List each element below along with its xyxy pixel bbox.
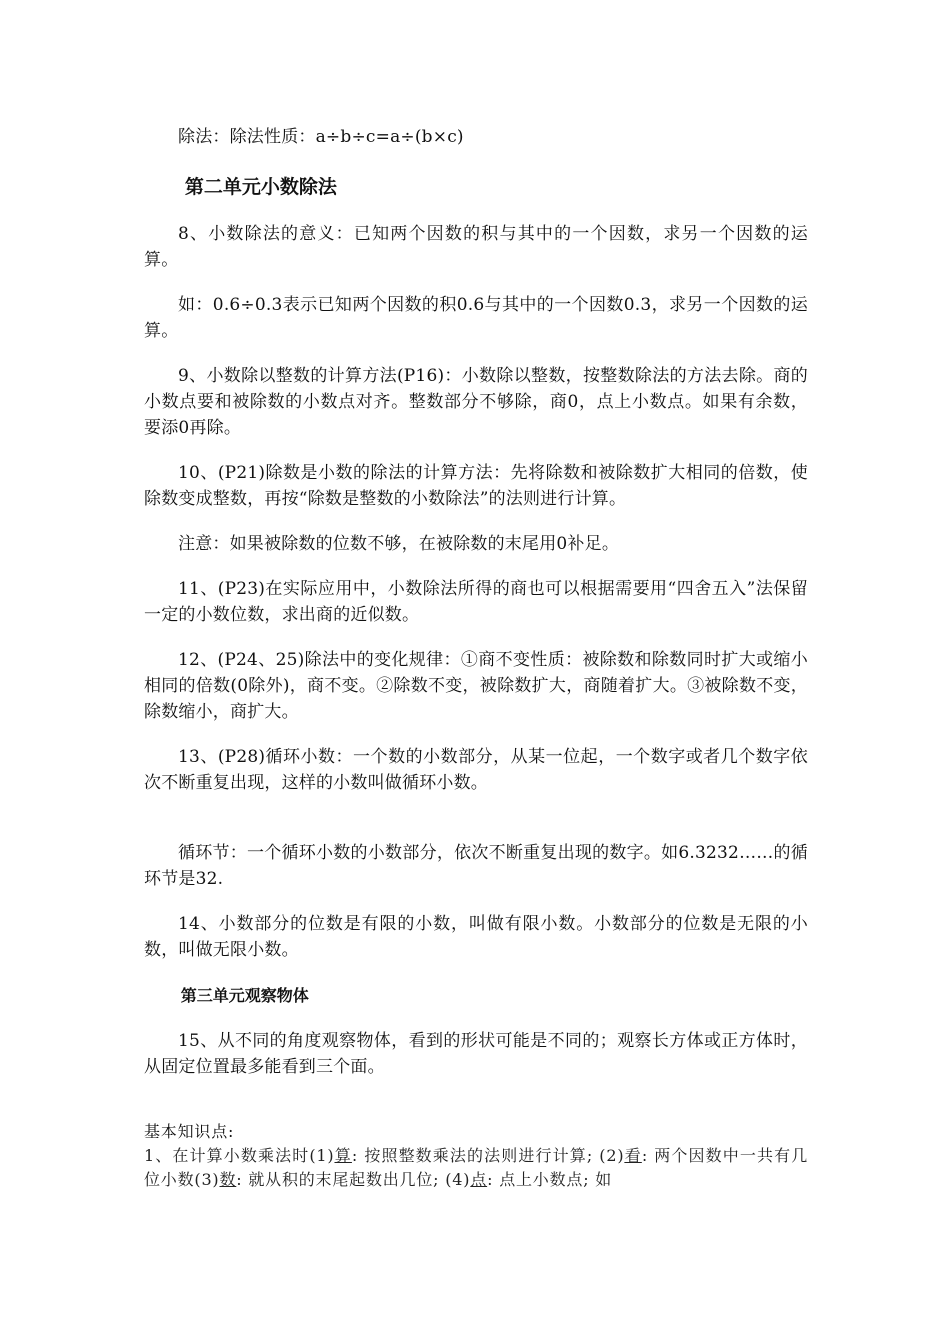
item-10-method: 10、(P21)除数是小数的除法的计算方法：先将除数和被除数扩大相同的倍数，使除数变成整数，再按“除数是整数的小数除法”的法则进行计算。 (144, 463, 808, 509)
document-body (144, 124, 808, 1192)
underlined-term: 看 (624, 1146, 642, 1165)
basic-text: : 按照整数乘法的法则进行计算; (2) (351, 1146, 625, 1165)
basic-knowledge-item-1 (144, 1144, 808, 1192)
underlined-term: 数 (219, 1170, 237, 1189)
unit3-heading: 第三单元观察物体 (180, 986, 309, 1005)
item-9-method: 9、小数除以整数的计算方法(P16)：小数除以整数，按整数除法的方法去除。商的小数点要和被除数的小数点对齐。整数部分不够除，商0，点上小数点。如果有余数，要添0再除。 (144, 366, 808, 438)
item-8-example: 如：0.6÷0.3表示已知两个因数的积0.6与其中的一个因数0.3，求另一个因数的运算。 (144, 295, 808, 341)
item-10-note: 注意：如果被除数的位数不够，在被除数的末尾用0补足。 (178, 534, 620, 554)
division-property: 除法：除法性质：a÷b÷c=a÷(b×c) (178, 127, 464, 147)
underlined-term: 算 (334, 1146, 352, 1165)
underlined-term: 点 (470, 1170, 488, 1189)
item-13-repeating: 13、(P28)循环小数：一个数的小数部分，从某一位起，一个数字或者几个数字依次不断重复出现，这样的小数叫做循环小数。 (144, 747, 808, 793)
item-8-meaning: 8、小数除法的意义：已知两个因数的积与其中的一个因数，求另一个因数的运算。 (144, 224, 808, 270)
item-13-cycle: 循环节：一个循环小数的小数部分，依次不断重复出现的数字。如6.3232……的循环节是32. (144, 843, 808, 889)
basic-text: : 两个因数中一共有几位小数(3) (144, 1146, 808, 1189)
basic-text: : 就从积的末尾起数出几位; (4) (236, 1170, 471, 1189)
item-11-rounding: 11、(P23)在实际应用中，小数除法所得的商也可以根据需要用“四舍五入”法保留一定的小数位数，求出商的近似数。 (144, 579, 808, 625)
item-14-finite: 14、小数部分的位数是有限的小数，叫做有限小数。小数部分的位数是无限的小数，叫做无限小数。 (144, 914, 808, 960)
basic-knowledge-title: 基本知识点: (144, 1122, 235, 1141)
item-15-observe: 15、从不同的角度观察物体，看到的形状可能是不同的；观察长方体或正方体时，从固定位置最多能看到三个面。 (144, 1031, 808, 1077)
basic-text: 1、在计算小数乘法时(1) (144, 1146, 335, 1165)
unit2-heading: 第二单元小数除法 (184, 176, 337, 198)
basic-text: : 点上小数点; 如 (487, 1170, 613, 1189)
item-12-rules: 12、(P24、25)除法中的变化规律：①商不变性质：被除数和除数同时扩大或缩小相同的倍数(0除外)，商不变。②除数不变，被除数扩大，商随着扩大。③被除数不变，除数缩小，商扩大。 (144, 650, 808, 722)
